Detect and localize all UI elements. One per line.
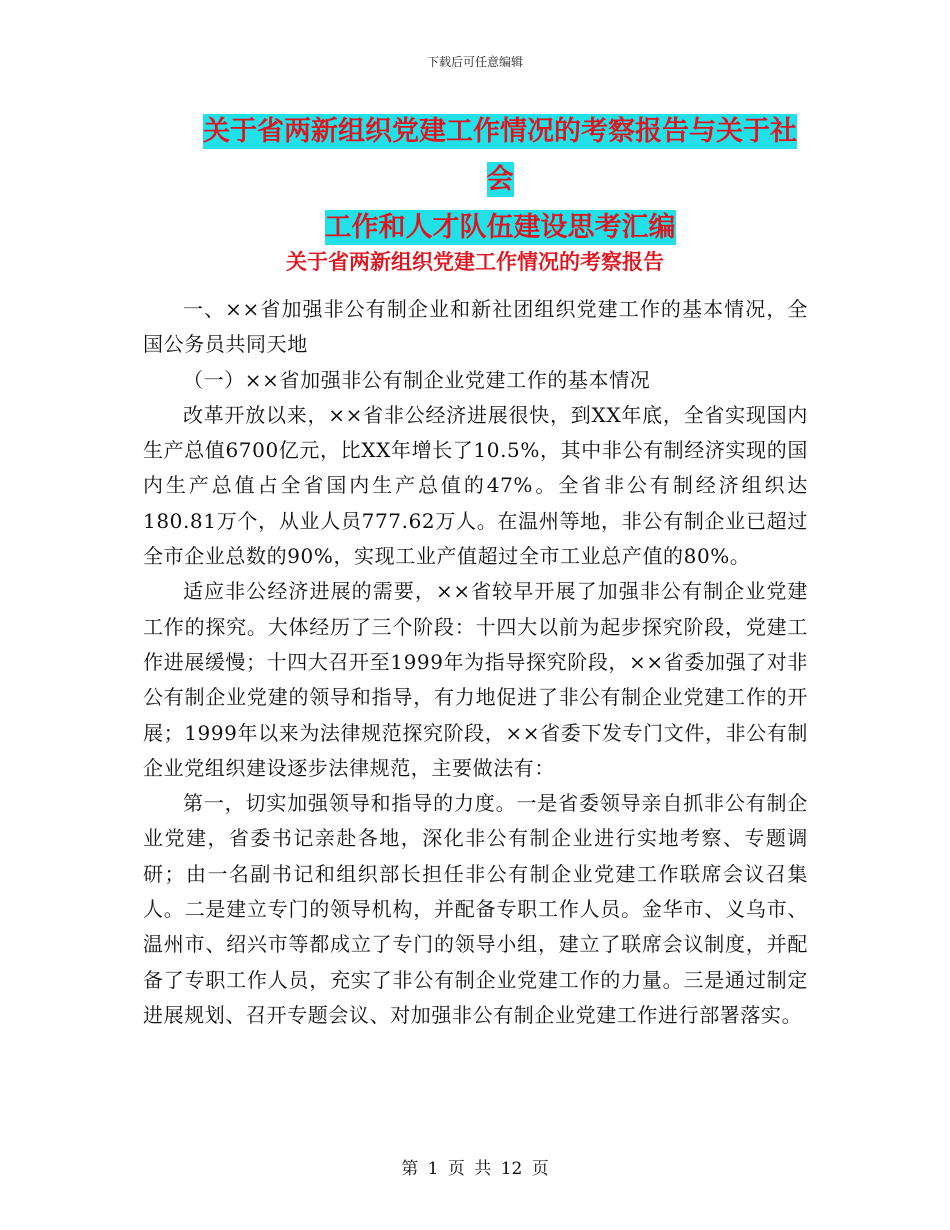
document-title-line-2: 工作和人才队伍建设思考汇编 xyxy=(324,212,676,243)
document-body xyxy=(143,292,808,1033)
paragraph: 改革开放以来，××省非公经济进展很快，到XX年底，全省实现国内生产总值6700亿元，比XX年增长了10.5%，其中非公有制经济实现的国内生产总值占全省国内生产总值的47%。全省非公有制经济组织达180.81万个，从业人员777.62万人。在温州等地，非公有制企业已超过全市企业总数的90%，实现工业产值超过全市工业总产值的80%。 xyxy=(143,402,808,569)
paragraph: 第一，切实加强领导和指导的力度。一是省委领导亲自抓非公有制企业党建，省委书记亲赴各地，深化非公有制企业进行实地考察、专题调研；由一名副书记和组织部长担任非公有制企业党建工作联席会议召集人。二是建立专门的领导机构，并配备专职工作人员。金华市、义乌市、温州市、绍兴市等都成立了专门的领导小组，建立了联席会议制度，并配备了专职工作人员，充实了非公有制企业党建工作的力量。三是通过制定进展规划、召开专题会议、对加强非公有制企业党建工作进行部署落实。 xyxy=(143,791,808,1027)
paragraph: （一）××省加强非公有制企业党建工作的基本情况 xyxy=(183,367,651,392)
document-title-line-1: 关于省两新组织党建工作情况的考察报告与关于社会 xyxy=(203,116,797,195)
section-title: 关于省两新组织党建工作情况的考察报告 xyxy=(286,249,664,274)
document-title xyxy=(190,108,810,252)
paragraph: 适应非公经济进展的需要，××省较早开展了加强非公有制企业党建工作的探究。大体经历了三个阶段：十四大以前为起步探究阶段，党建工作进展缓慢；十四大召开至1999年为指导探究阶段，××省委加强了对非公有制企业党建的领导和指导，有力地促进了非公有制企业党建工作的开展；1999年以来为法律规范探究阶段，××省委下发专门文件，非公有制企业党组织建设逐步法律规范，主要做法有： xyxy=(143,579,808,780)
page-footer: 第 1 页 共 12 页 xyxy=(401,1159,549,1179)
header-note: 下载后可任意编辑 xyxy=(426,55,523,69)
paragraph: 一、××省加强非公有制企业和新社团组织党建工作的基本情况，全国公务员共同天地 xyxy=(143,297,808,357)
